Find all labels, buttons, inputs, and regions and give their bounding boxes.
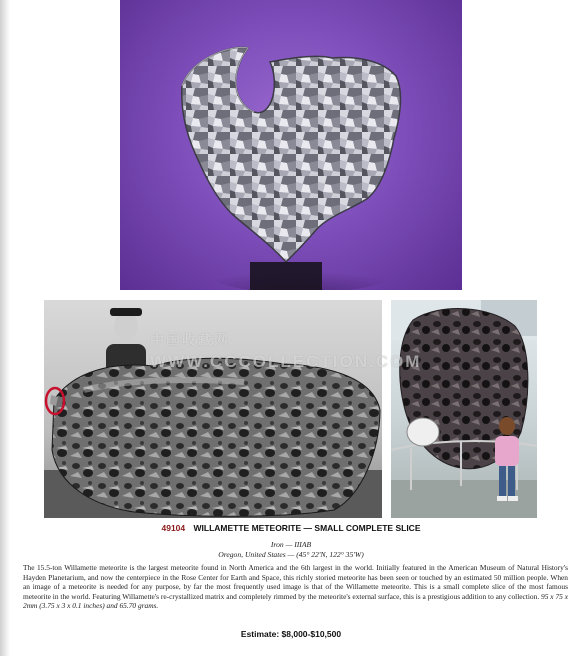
info-sign (407, 418, 439, 446)
watermark-url: WWW.CCCOLLECTION.COM (150, 352, 422, 371)
lot-heading (0, 523, 582, 533)
watermark (150, 330, 450, 372)
description-text: The 15.5-ton Willamette meteorite is the largest meteorite found in North America and the 6th largest in the world. Initially featured in the American Museum of Natural History's Hayden Planetarium, and now the centerpiece in the Rose Center for Earth and Space, this richly storied meteorite has been seen or touched by an estimated 50 million people. When an image of a meteorite is needed for any purpose, by far the most frequently used image is that of the Willamette meteorite. This is a small complete slice of the most famous meteorite in the world. Featuring Willamette's re-crystallized matrix and completely rimmed by the meteorite's external surface, this is a prestigious addition to any collection. (23, 563, 568, 601)
lot-location: Oregon, United States — (45° 22'N, 122° 35'W) (218, 550, 364, 559)
slice-shape (182, 47, 401, 262)
meteorite-slice-photo (120, 0, 462, 290)
lot-classification: Iron — IIIAB (270, 540, 312, 549)
lot-title: WILLAMETTE METEORITE — SMALL COMPLETE SLICE (193, 523, 421, 533)
lot-description (23, 563, 568, 611)
description-dimensions: 95 x 75 x 2mm (3.75 x 3 x 0.1 inches) and 65.70 grams. (23, 591, 568, 611)
lot-number: 49104 (161, 523, 186, 533)
watermark-cn: 中国收藏网 (150, 332, 230, 348)
lot-estimate: Estimate: $8,000-$10,500 (240, 629, 342, 639)
slice-stand (250, 262, 322, 290)
